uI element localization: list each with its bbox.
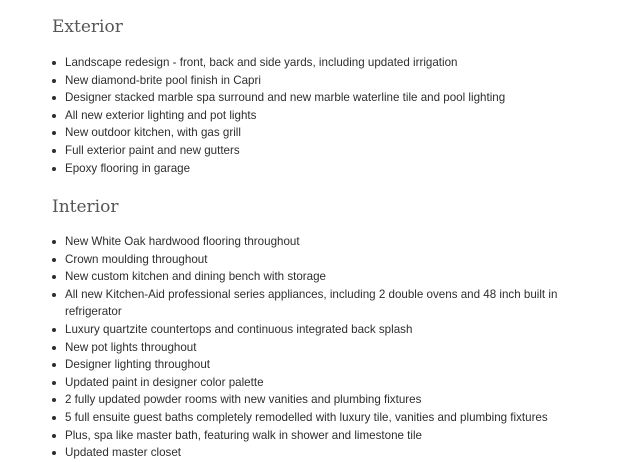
list-item-text: Full exterior paint and new gutters: [65, 143, 240, 157]
section-title-exterior: Exterior: [52, 17, 123, 37]
list-item: [52, 142, 592, 160]
bullet-icon: [52, 434, 56, 438]
bullet-icon: [52, 346, 56, 350]
list-item-text: 2 fully updated powder rooms with new vanities and plumbing fixtures: [65, 393, 422, 407]
list-item-text: New diamond-brite pool finish in Capri: [65, 73, 261, 87]
list-item: [52, 339, 592, 357]
bullet-icon: [52, 96, 56, 100]
bullet-icon: [52, 240, 56, 244]
list-item-text: New White Oak hardwood flooring throughout: [65, 235, 300, 248]
list-item-text: Plus, spa like master bath, featuring walk in shower and limestone tile: [65, 428, 423, 442]
interior-feature-list: [52, 233, 592, 462]
list-item-text: New custom kitchen and dining bench with storage: [65, 270, 327, 284]
list-item: [52, 321, 592, 339]
list-item-text: All new Kitchen-Aid professional series appliances, including 2 double ovens and 48 inch built in refrigerator: [65, 287, 558, 319]
list-item: [52, 409, 592, 427]
bullet-icon: [52, 79, 56, 83]
list-item: [52, 444, 592, 462]
bullet-icon: [52, 451, 56, 455]
list-item-text: New outdoor kitchen, with gas grill: [65, 126, 241, 140]
list-item: [52, 233, 592, 251]
bullet-icon: [52, 398, 56, 402]
list-item-text: Landscape redesign - front, back and side yards, including updated irrigation: [65, 56, 458, 69]
list-item-text: Epoxy flooring in garage: [65, 161, 191, 175]
list-item-text: Luxury quartzite countertops and continuous integrated back splash: [65, 322, 413, 336]
list-item: [52, 72, 592, 90]
list-item-text: Designer lighting throughout: [65, 358, 211, 372]
bullet-icon: [52, 328, 56, 332]
list-item: [52, 89, 592, 107]
list-item: [52, 160, 592, 178]
list-item-text: Designer stacked marble spa surround and new marble waterline tile and pool lighting: [65, 91, 506, 105]
list-item: [52, 391, 592, 409]
list-item: [52, 286, 592, 321]
list-item: [52, 427, 592, 445]
list-item-text: Updated paint in designer color palette: [65, 375, 264, 389]
list-item-text: New pot lights throughout: [65, 340, 197, 354]
bullet-icon: [52, 381, 56, 385]
list-item: [52, 54, 592, 72]
bullet-icon: [52, 61, 56, 65]
bullet-icon: [52, 167, 56, 171]
bullet-icon: [52, 416, 56, 420]
bullet-icon: [52, 258, 56, 262]
list-item: [52, 374, 592, 392]
bullet-icon: [52, 363, 56, 367]
section-title-interior: Interior: [52, 197, 119, 217]
bullet-icon: [52, 114, 56, 118]
list-item-text: 5 full ensuite guest baths completely remodelled with luxury tile, vanities and plumbing fixtures: [65, 410, 548, 424]
list-item-text: All new exterior lighting and pot lights: [65, 108, 257, 122]
bullet-icon: [52, 131, 56, 135]
list-item-text: Updated master closet: [65, 446, 181, 460]
list-item: [52, 251, 592, 269]
bullet-icon: [52, 275, 56, 279]
exterior-feature-list: [52, 54, 592, 177]
bullet-icon: [52, 149, 56, 153]
bullet-icon: [52, 293, 56, 297]
list-item: [52, 107, 592, 125]
list-item: [52, 268, 592, 286]
list-item: [52, 124, 592, 142]
list-item-text: Crown moulding throughout: [65, 252, 208, 266]
list-item: [52, 356, 592, 374]
